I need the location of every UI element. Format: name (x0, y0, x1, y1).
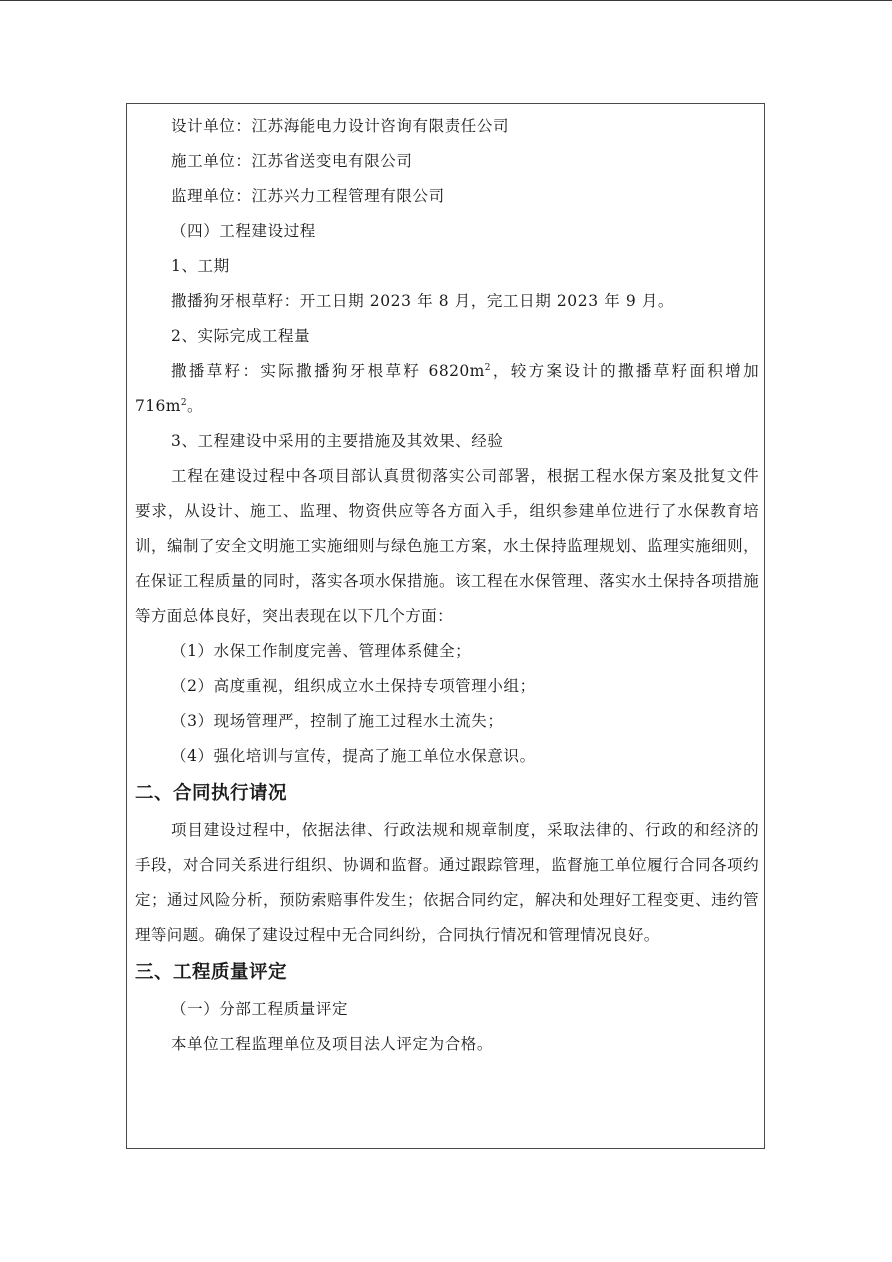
workload-text-a: 撒播草籽：实际撒播狗牙根草籽 6820m (171, 362, 485, 380)
workload-sup-b: 2 (180, 398, 188, 408)
workload-paragraph (135, 354, 759, 424)
workload-sup-a: 2 (484, 363, 491, 373)
quality-sub-title: （一）分部工程质量评定 (171, 1000, 349, 1018)
workload-title: 2、实际完成工程量 (171, 327, 311, 345)
supervision-unit-line: 监理单位：江苏兴力工程管理有限公司 (171, 187, 445, 205)
point-item: （2）高度重视，组织成立水土保持专项管理小组； (171, 677, 536, 695)
construction-unit-line: 施工单位：江苏省送变电有限公司 (171, 152, 413, 170)
process-section-title: （四）工程建设过程 (171, 222, 316, 240)
period-text: 撒播狗牙根草籽：开工日期 2023 年 8 月，完工日期 2023 年 9 月。 (171, 292, 675, 310)
point-item: （3）现场管理严，控制了施工过程水土流失； (171, 712, 504, 730)
design-unit-line: 设计单位：江苏海能电力设计咨询有限责任公司 (171, 117, 510, 135)
measures-paragraph: 工程在建设过程中各项目部认真贯彻落实公司部署，根据工程水保方案及批复文件要求，从设计、施工、监理、物资供应等各方面入手，组织参建单位进行了水保教育培训，编制了安全文明施工实施细则与绿色施工方案，水土保持监理规划、监理实施细则，在保证工程质量的同时，落实各项水保措施。该工程在水保管理、落实水土保持各项措施等方面总体良好，突出表现在以下几个方面： (135, 467, 759, 625)
document-body (135, 109, 759, 1062)
point-item: （1）水保工作制度完善、管理体系健全； (171, 642, 472, 660)
measures-title: 3、工程建设中采用的主要措施及其效果、经验 (171, 432, 504, 450)
contract-paragraph: 项目建设过程中，依据法律、行政法规和规章制度，采取法律的、行政的和经济的手段，对合同关系进行组织、协调和监督。通过跟踪管理，监督施工单位履行合同各项约定；通过风险分析，预防索赔事件发生；依据合同约定，解决和处理好工程变更、违约管理等问题。确保了建设过程中无合同纠纷，合同执行情况和管理情况良好。 (135, 821, 759, 944)
workload-text-b: ，较方案设计的撒播草籽面积增加 716m (135, 362, 759, 415)
workload-text-c: 。 (187, 397, 203, 415)
quality-sub-text: 本单位工程监理单位及项目法人评定为合格。 (171, 1035, 494, 1053)
period-title: 1、工期 (171, 257, 230, 275)
point-item: （4）强化培训与宣传，提高了施工单位水保意识。 (171, 747, 536, 765)
top-border-line (0, 0, 892, 1)
contract-heading: 二、合同执行请况 (135, 783, 288, 804)
quality-heading: 三、工程质量评定 (135, 962, 288, 983)
